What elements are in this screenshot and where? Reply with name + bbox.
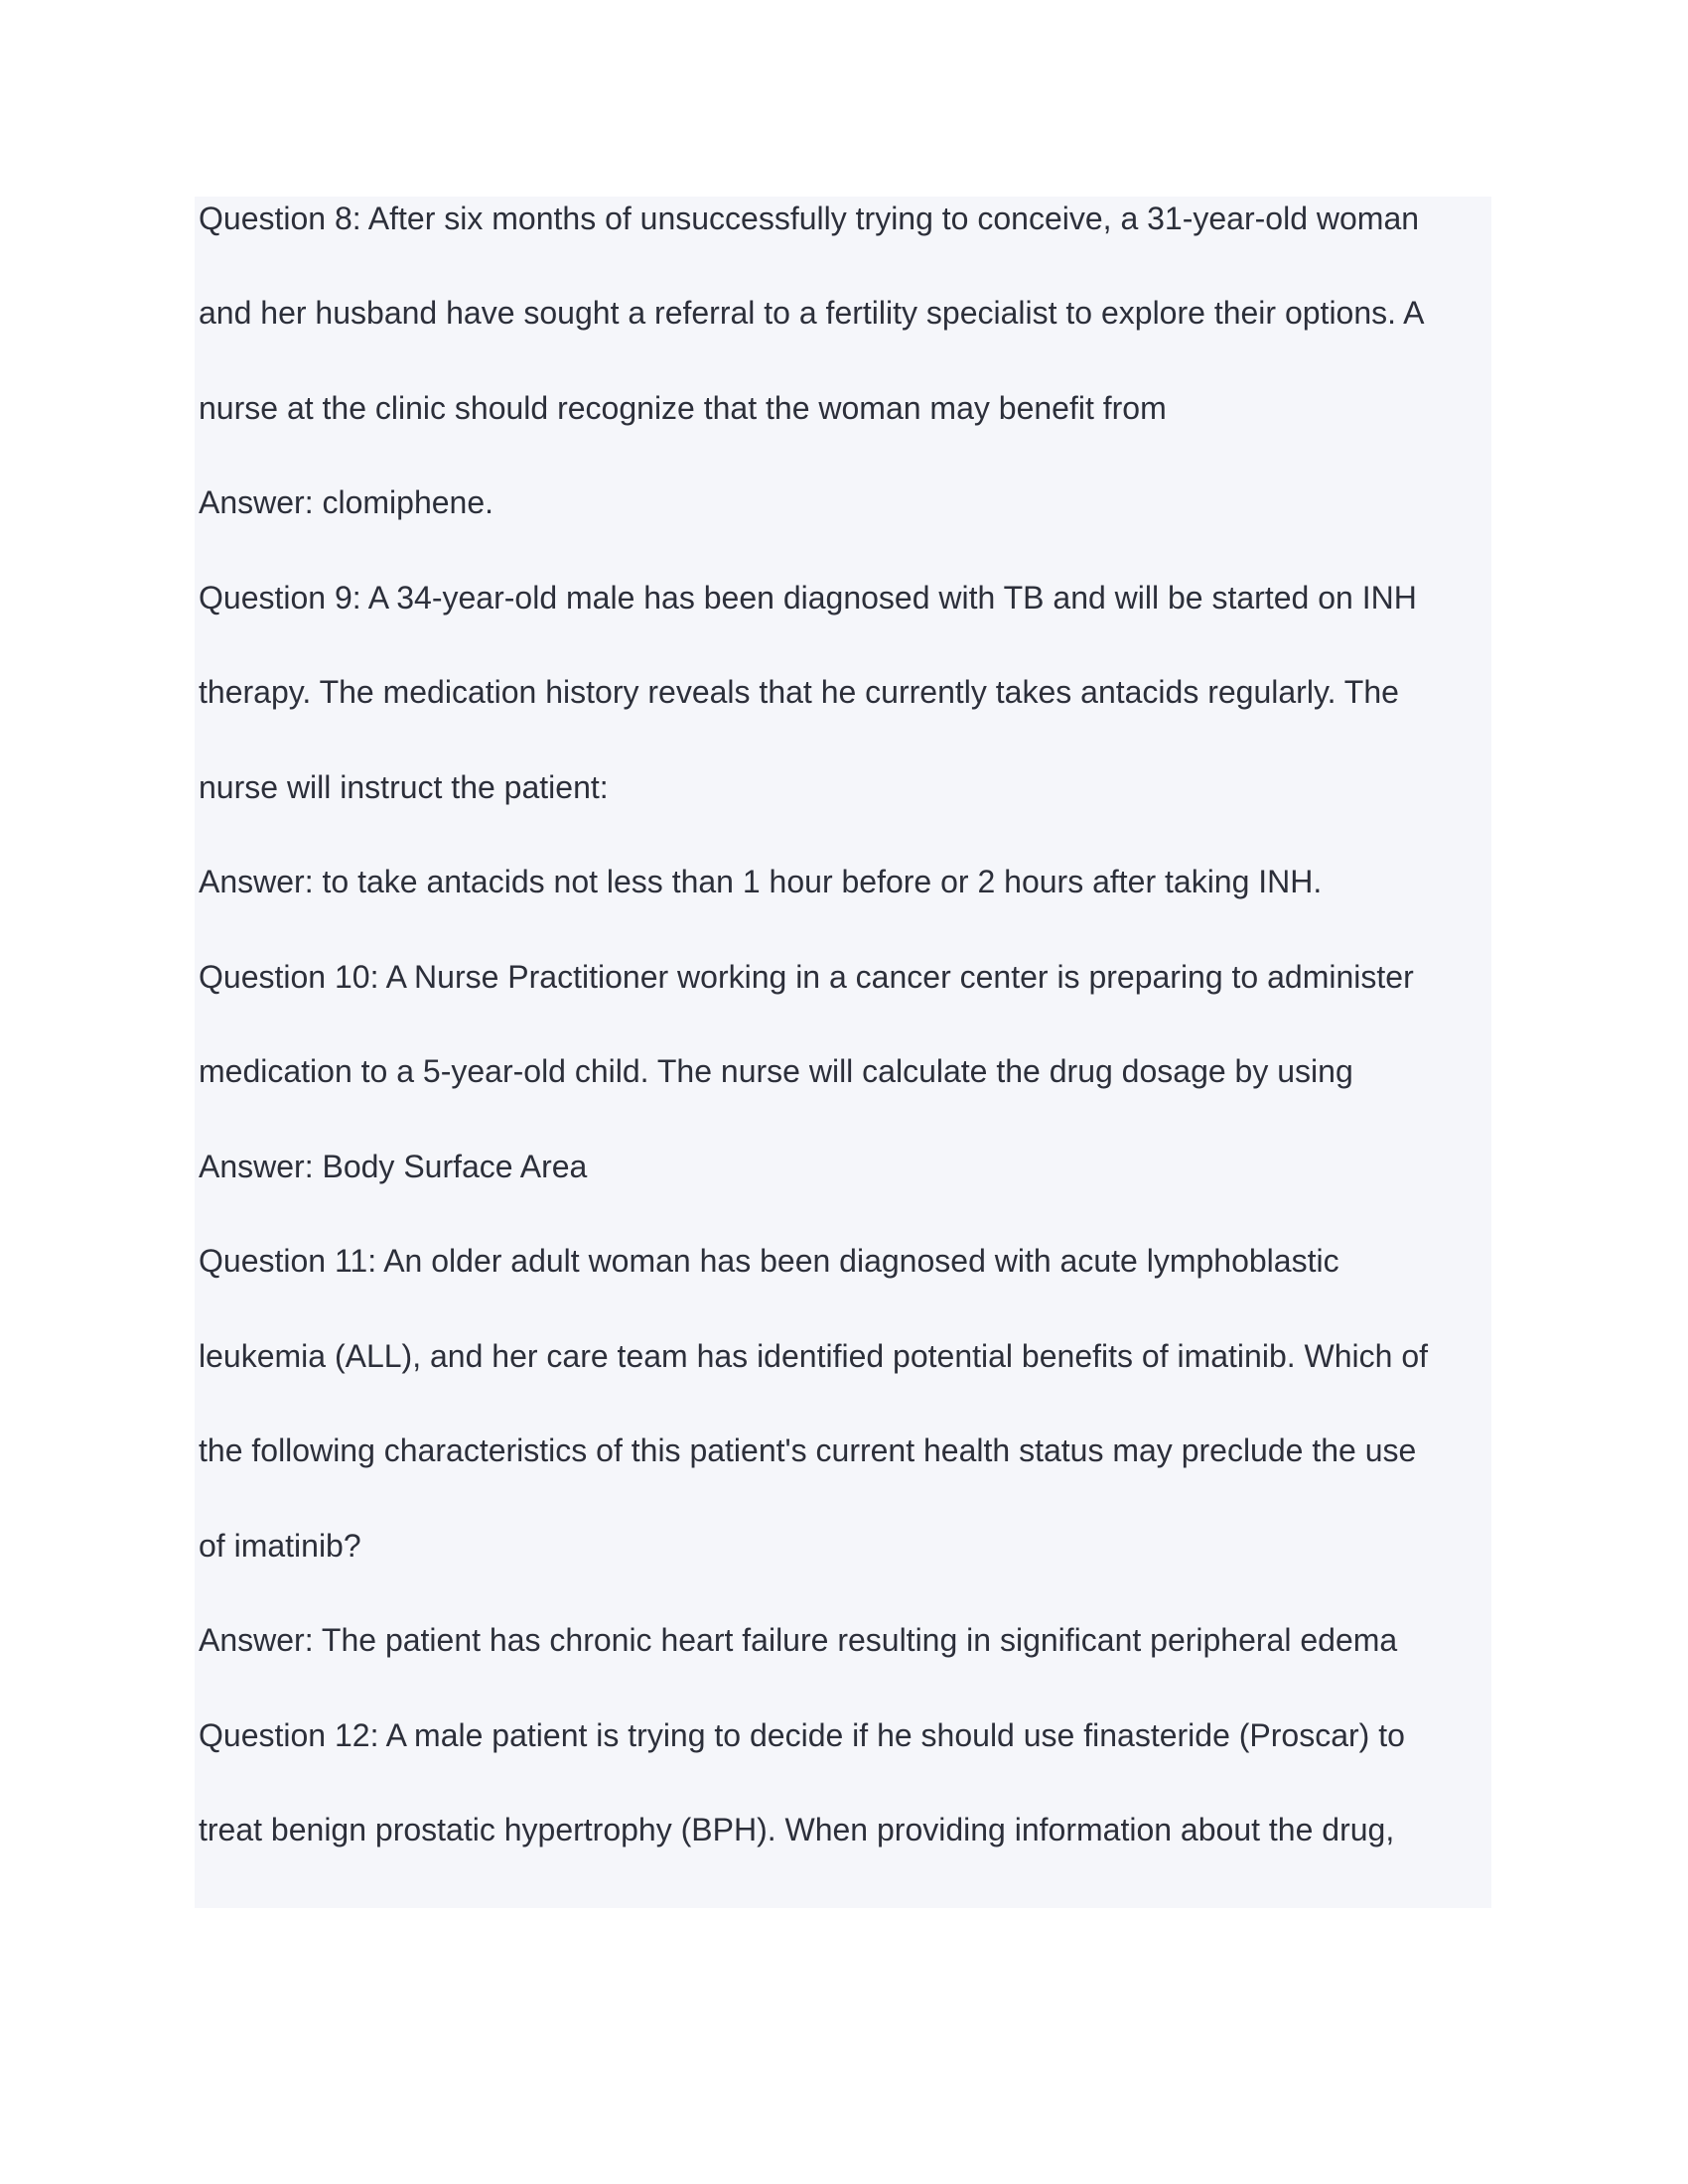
question-8-line-3: nurse at the clinic should recognize that the woman may benefit from	[199, 390, 1167, 426]
question-11-line-4: of imatinib?	[199, 1528, 361, 1564]
question-11-line-1: Question 11: An older adult woman has been diagnosed with acute lymphoblastic	[199, 1243, 1339, 1279]
question-11-line-2: leukemia (ALL), and her care team has identified potential benefits of imatinib. Which of	[199, 1338, 1428, 1374]
question-8-line-2: and her husband have sought a referral to a fertility specialist to explore their options. A	[199, 295, 1425, 331]
question-8-line-1: Question 8: After six months of unsuccessfully trying to conceive, a 31-year-old woman	[199, 201, 1420, 236]
qa-content-block	[195, 197, 1491, 1908]
question-12-line-1: Question 12: A male patient is trying to decide if he should use finasteride (Proscar) to	[199, 1717, 1405, 1753]
question-12-line-2: treat benign prostatic hypertrophy (BPH). When providing information about the drug,	[199, 1812, 1395, 1847]
question-9-line-1: Question 9: A 34-year-old male has been diagnosed with TB and will be started on INH	[199, 580, 1417, 615]
question-10-line-2: medication to a 5-year-old child. The nurse will calculate the drug dosage by using	[199, 1053, 1353, 1089]
question-9-line-3: nurse will instruct the patient:	[199, 769, 609, 805]
question-9-line-2: therapy. The medication history reveals that he currently takes antacids regularly. The	[199, 674, 1399, 710]
question-10-line-1: Question 10: A Nurse Practitioner working in a cancer center is preparing to administer	[199, 959, 1414, 995]
answer-11: Answer: The patient has chronic heart failure resulting in significant peripheral edema	[199, 1622, 1398, 1658]
answer-8: Answer: clomiphene.	[199, 484, 494, 520]
answer-9: Answer: to take antacids not less than 1 hour before or 2 hours after taking INH.	[199, 864, 1323, 899]
question-11-line-3: the following characteristics of this patient's current health status may preclude the use	[199, 1433, 1417, 1468]
answer-10: Answer: Body Surface Area	[199, 1149, 588, 1184]
